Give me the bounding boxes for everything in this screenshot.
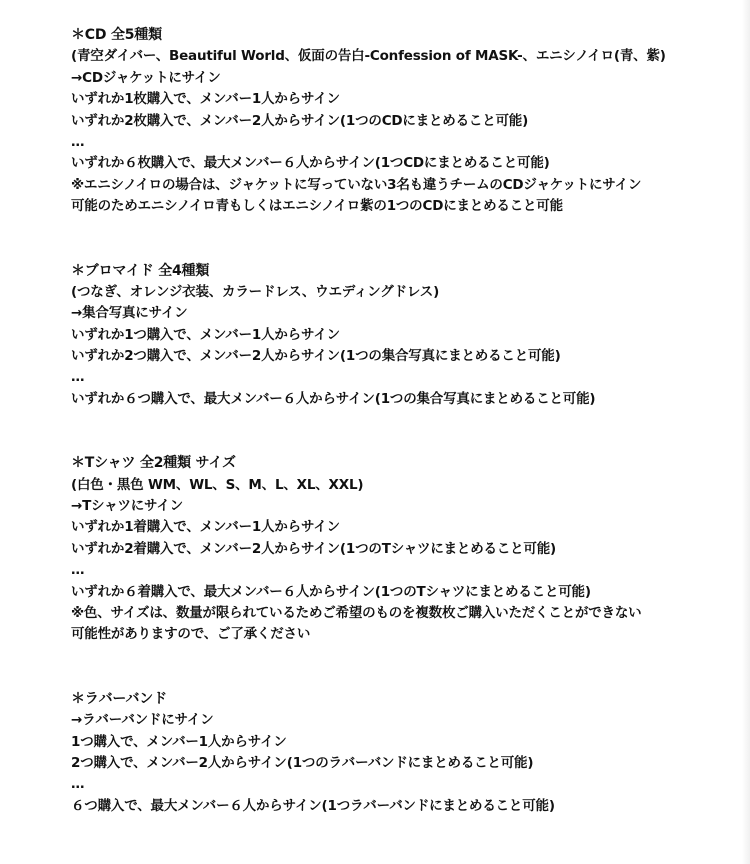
text-line: →ラバーバンドにサイン	[71, 712, 214, 729]
text-line: いずれか2着購入で、メンバー2人からサイン(1つのTシャツにまとめること可能)	[71, 540, 556, 557]
text-line: …	[71, 133, 85, 150]
text-line: (白色・黒色 WM、WL、S、M、L、XL、XXL)	[71, 476, 364, 493]
text-line: →Tシャツにサイン	[71, 498, 184, 515]
text-line: 可能のためエニシノイロ青もしくはエニシノイロ紫の1つのCDにまとめること可能	[71, 198, 563, 215]
text-line: ６つ購入で、最大メンバー６人からサイン(1つラバーバンドにまとめること可能)	[71, 797, 555, 814]
section-heading: ＊ラバーバンド	[71, 690, 167, 707]
text-line: ※色、サイズは、数量が限られているためご希望のものを複数枚ご購入いただくことができない	[71, 604, 642, 621]
text-line: いずれか６枚購入で、最大メンバー６人からサイン(1つCDにまとめること可能)	[71, 155, 550, 172]
text-line: (青空ダイバー、Beautiful World、仮面の告白-Confession of MASK-、エニシノイロ(青、紫)	[71, 48, 666, 65]
section-cd	[71, 25, 741, 218]
text-line: いずれか1着購入で、メンバー1人からサイン	[71, 519, 340, 536]
section-tshirt	[71, 453, 741, 646]
section-heading: ＊ブロマイド 全4種類	[71, 262, 210, 279]
text-line: 2つ購入で、メンバー2人からサイン(1つのラバーバンドにまとめること可能)	[71, 754, 534, 771]
section-heading: ＊CD 全5種類	[71, 27, 162, 43]
text-line: →CDジャケットにサイン	[71, 69, 221, 86]
text-line: いずれか６つ購入で、最大メンバー６人からサイン(1つの集合写真にまとめること可能)	[71, 390, 596, 407]
section-bromide	[71, 261, 741, 411]
text-line: …	[71, 776, 85, 793]
text-line: →集合写真にサイン	[71, 305, 188, 322]
text-line: ※エニシノイロの場合は、ジャケットに写っていない3名も違うチームのCDジャケットにサイン	[71, 176, 642, 193]
text-line: いずれか1つ購入で、メンバー1人からサイン	[71, 326, 340, 343]
document-content	[71, 25, 741, 817]
text-line: 可能性がありますので、ご了承ください	[71, 626, 311, 643]
text-line: (つなぎ、オレンジ衣装、カラードレス、ウエディングドレス)	[71, 283, 440, 300]
text-line: いずれか1枚購入で、メンバー1人からサイン	[71, 91, 340, 108]
text-line: …	[71, 369, 85, 386]
text-line: …	[71, 562, 85, 579]
section-rubber-band	[71, 689, 741, 817]
text-line: いずれか６着購入で、最大メンバー６人からサイン(1つのTシャツにまとめること可能)	[71, 583, 591, 600]
text-line: いずれか2枚購入で、メンバー2人からサイン(1つのCDにまとめること可能)	[71, 112, 529, 129]
text-line: 1つ購入で、メンバー1人からサイン	[71, 733, 287, 750]
section-heading: ＊Tシャツ 全2種類 サイズ	[71, 455, 236, 472]
page-edge-shadow	[742, 0, 750, 864]
text-line: いずれか2つ購入で、メンバー2人からサイン(1つの集合写真にまとめること可能)	[71, 348, 561, 365]
